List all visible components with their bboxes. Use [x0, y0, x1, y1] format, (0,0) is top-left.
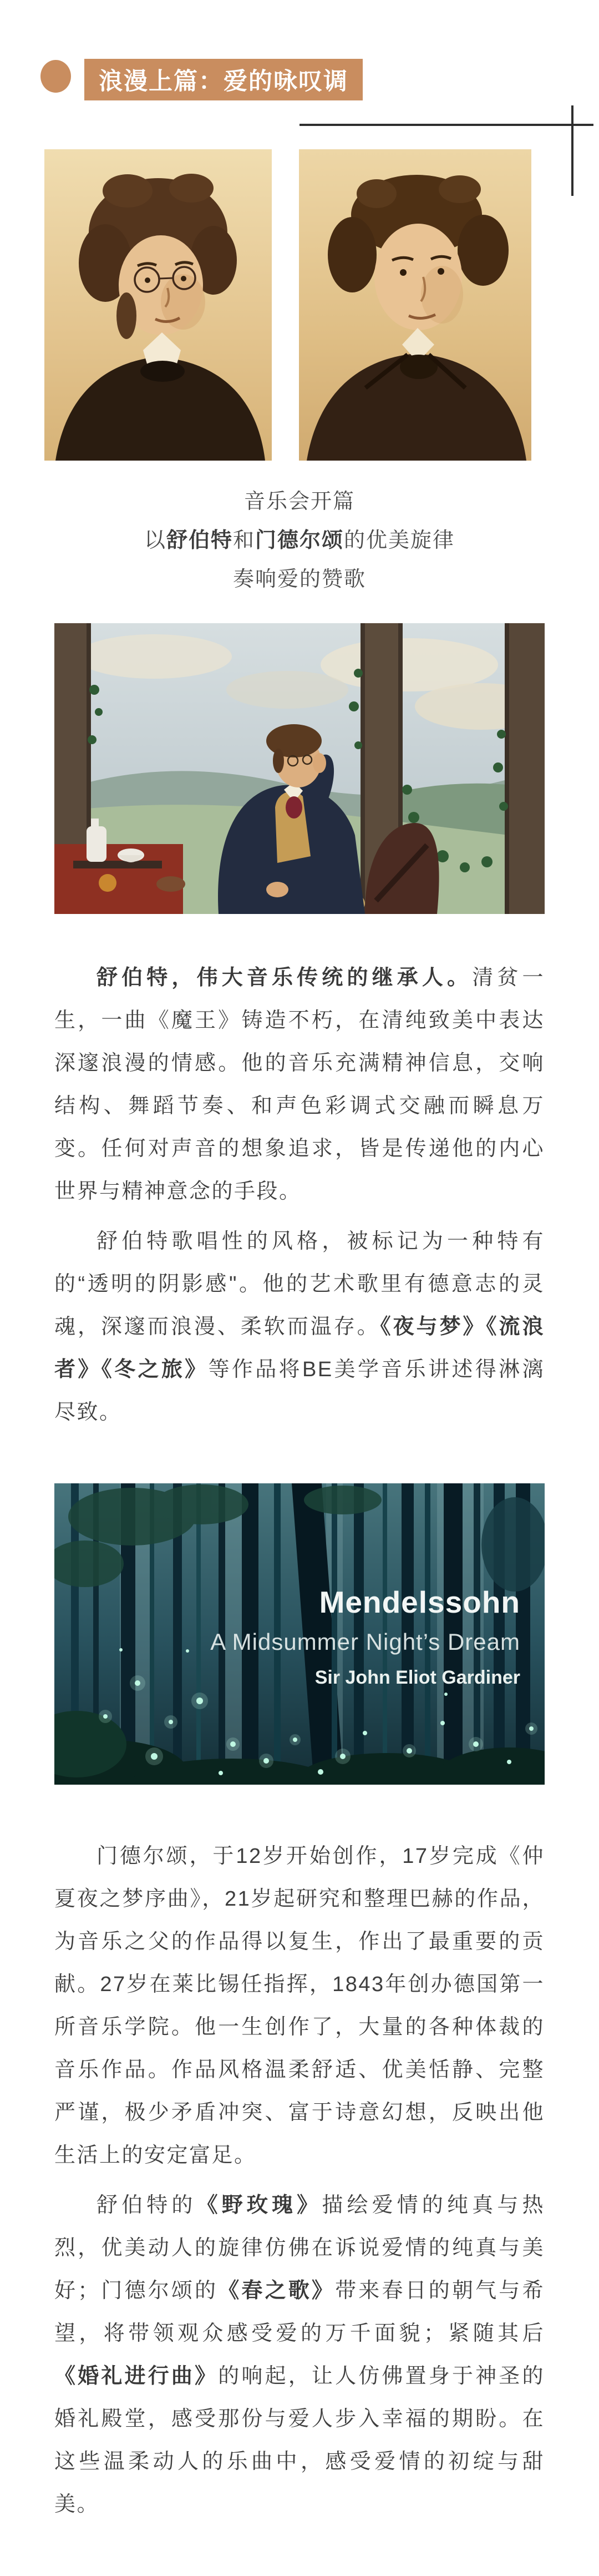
decorative-horizontal-line [300, 124, 593, 126]
schubert-portrait-image[interactable] [44, 149, 272, 461]
section-header [0, 0, 599, 149]
bold-text-segment: 门德尔颂 [255, 529, 344, 552]
text-segment: 的优美旋律 [344, 529, 455, 552]
mendelssohn-portrait-image[interactable] [299, 149, 531, 461]
section-title-badge [84, 59, 363, 100]
text-segment: 音乐会开篇 [243, 490, 355, 513]
article-paragraph-program-works [54, 2184, 545, 2526]
intro-line-2 [0, 521, 599, 560]
text-segment: 等作品将BE美学音乐讲述得淋漓尽致。 [54, 1358, 545, 1424]
article-paragraph-mendelssohn [54, 1835, 545, 2177]
intro-line-1 [0, 482, 599, 521]
text-segment: 描绘爱情的纯真与热烈，优美动人的旋律仿佛在诉说爱情的纯真与美好；门德尔颂的 [54, 2194, 545, 2302]
bold-text-segment: 《夜与梦》《流浪者》《冬之旅》 [54, 1315, 545, 1381]
accent-circle-icon [40, 60, 71, 93]
intro-heading [0, 482, 599, 599]
schubert-seated-painting-image[interactable] [54, 623, 545, 914]
text-segment: 以 [144, 529, 166, 552]
album-title: Mendelssohn [319, 1585, 520, 1619]
composer-portraits-row [44, 149, 599, 461]
article-paragraph-schubert-1 [54, 957, 545, 1213]
bold-text-segment: 舒伯特 [166, 529, 233, 552]
album-cover-text [210, 1584, 520, 1689]
decorative-vertical-line [571, 105, 573, 196]
album-subtitle: A Midsummer Night’s Dream [210, 1629, 520, 1655]
text-segment: 的响起，让人仿佛置身于神圣的婚礼殿堂，感受那份与爱人步入幸福的期盼。在这些温柔动人的乐曲中，感受爱情的初绽与甜美。 [54, 2365, 545, 2516]
text-segment: 带来春日的朝气与希望，将带领观众感受爱的万千面貌；紧随其后 [54, 2279, 545, 2345]
text-segment: 门德尔颂，于12岁开始创作，17岁完成《仲夏夜之梦序曲》，21岁起研究和整理巴赫的作品，为音乐之父的作品得以复生，作出了最重要的贡献。27岁在莱比锡任指挥，1843年创办德国第一所音乐学院。他一生创作了，大量的各种体裁的音乐作品。作品风格温柔舒适、优美恬静、完整严谨，极少矛盾冲突、富于诗意幻想，反映出他生活上的安定富足。 [54, 1845, 545, 2167]
bold-text-segment: 《春之歌》 [218, 2279, 336, 2302]
bold-text-segment: 《野玫瑰》 [196, 2194, 322, 2217]
bold-text-segment: 舒伯特，伟大音乐传统的继承人。 [97, 966, 473, 989]
intro-line-3 [0, 560, 599, 599]
album-conductor: Sir John Eliot Gardiner [314, 1667, 520, 1688]
bold-text-segment: 《婚礼进行曲》 [54, 2365, 219, 2388]
text-segment: 和 [232, 529, 255, 552]
text-segment: 奏响爱的赞歌 [232, 568, 366, 591]
article-paragraph-schubert-2 [54, 1220, 545, 1434]
text-segment: 舒伯特歌唱性的风格，被标记为一种特有的“透明的阴影感"。他的艺术歌里有德意志的灵魂，深邃而浪漫、柔软而温存。 [54, 1230, 545, 1338]
text-segment: 清贫一生，一曲《魔王》铸造不朽，在清纯致美中表达深邃浪漫的情感。他的音乐充满精神信息，交响结构、舞蹈节奏、和声色彩调式交融而瞬息万变。任何对声音的想象追求，皆是传递他的内心世界与精神意念的手段。 [54, 966, 545, 1203]
section-title: 浪漫上篇：爱的咏叹调 [99, 68, 348, 95]
text-segment: 舒伯特的 [97, 2194, 197, 2217]
mendelssohn-album-cover-image[interactable] [54, 1483, 545, 1785]
